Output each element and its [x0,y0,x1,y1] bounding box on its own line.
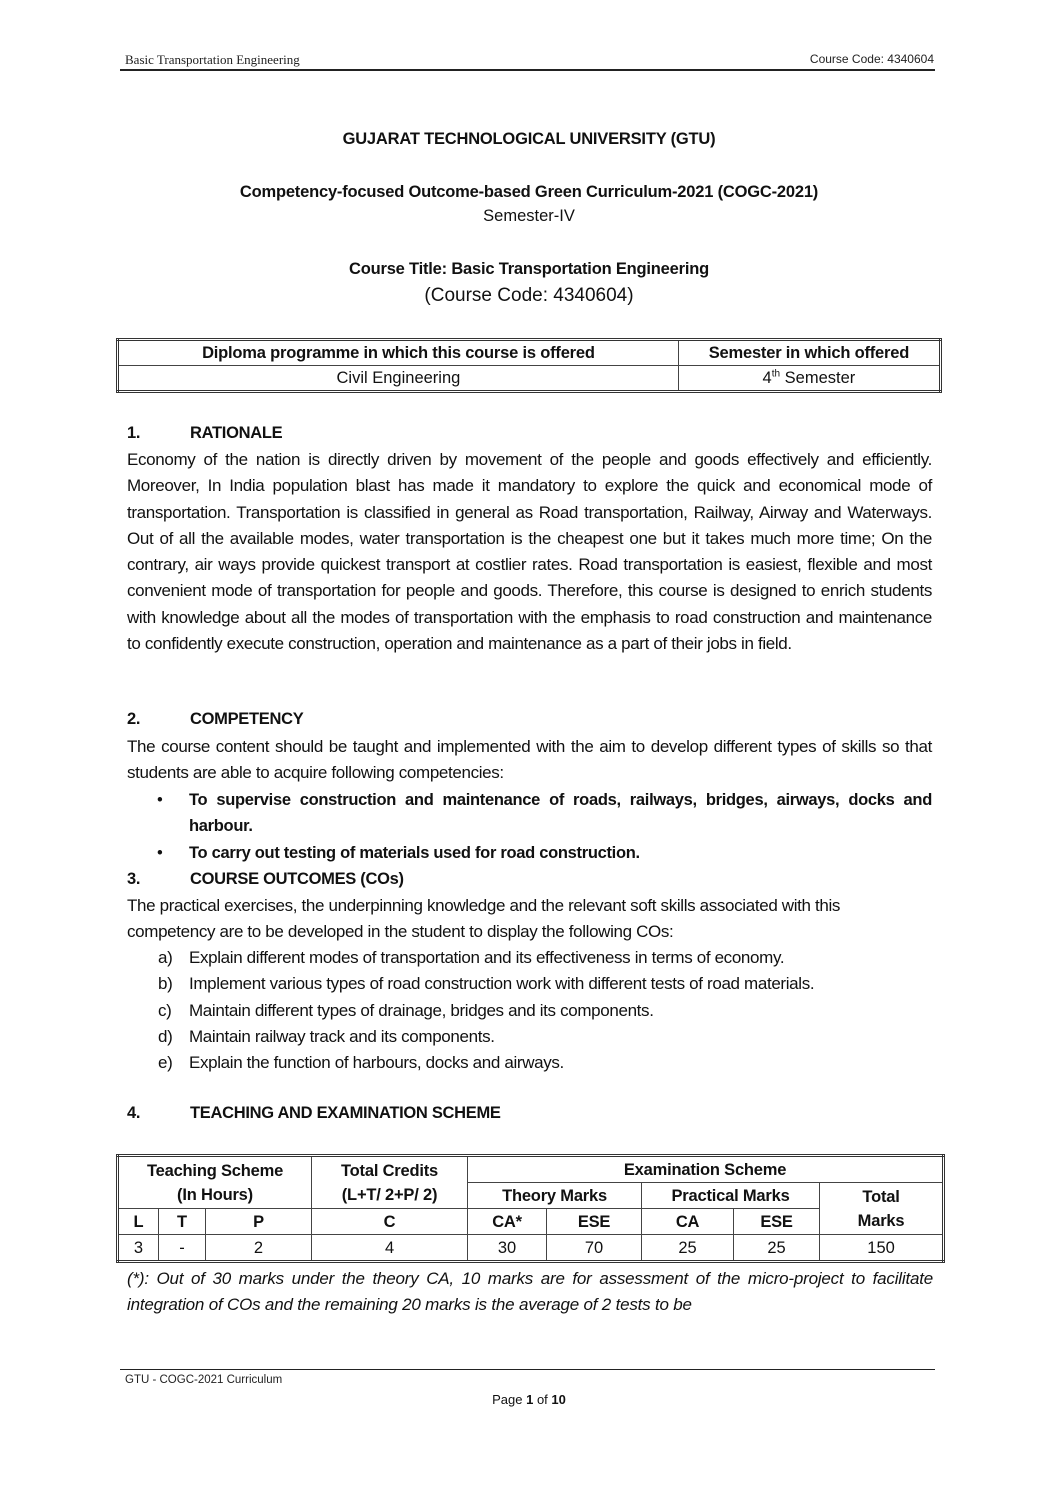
practical-ese-header: ESE [734,1209,820,1235]
semester-value [678,366,940,392]
practical-ese-value: 25 [734,1235,820,1262]
practical-ca-header: CA [642,1209,734,1235]
teaching-exam-scheme-table [116,1154,945,1263]
competency-list [155,787,932,866]
curriculum-name: Competency-focused Outcome-based Green Curriculum-2021 (COGC-2021) [239,183,819,201]
teaching-scheme-header: Teaching Scheme (In Hours) [118,1156,312,1209]
bullet-icon: • [157,791,163,809]
lecture-value: 3 [118,1235,159,1262]
total-marks-value: 150 [820,1235,944,1262]
lecture-header: L [118,1209,159,1235]
credits-header: C [312,1209,468,1235]
section-heading-course-outcomes [127,870,404,889]
programme-value: Civil Engineering [118,366,679,392]
tutorial-header: T [159,1209,206,1235]
semester-ordinal: th [771,368,781,379]
credits-value: 4 [312,1235,468,1262]
section-heading-competency [127,710,303,729]
list-item: • To supervise construction and maintenance of roads, railways, bridges, airways, docks and harbour. [155,787,932,840]
footer-divider [120,1369,935,1370]
section-number: 1. [127,424,141,442]
scheme-header-row-1 [118,1156,944,1183]
list-item: b) Implement various types of road construction work with different tests of road materials. [158,974,815,994]
section-title: TEACHING AND EXAMINATION SCHEME [190,1104,501,1122]
bullet-icon: • [157,843,163,862]
total-credits-header: Total Credits (L+T/ 2+P/ 2) [312,1156,468,1209]
practical-header: P [206,1209,312,1235]
section-title: COURSE OUTCOMES (COs) [190,870,404,888]
total-pages: 10 [551,1392,566,1407]
header-divider [120,69,935,71]
total-marks-header: Total Marks [820,1183,944,1235]
semester-number: 4 [762,368,772,387]
theory-ca-header: CA* [468,1209,547,1235]
running-header-course-code: Course Code: 4340604 [809,52,934,66]
practical-value: 2 [206,1235,312,1262]
assessment-note: (*): Out of 30 marks under the theory CA, 10 marks are for assessment of the micro-project to facilitate integration of COs and the remaining 20 marks is the average of 2 tests to be [127,1269,933,1315]
footer-curriculum-label: GTU - COGC-2021 Curriculum [125,1374,283,1386]
university-name: GUJARAT TECHNOLOGICAL UNIVERSITY (GTU) [342,130,716,148]
programme-table [116,338,942,393]
course-outcomes-list [155,945,932,1076]
course-title: Course Title: Basic Transportation Engineering [349,260,709,278]
running-header-title: Basic Transportation Engineering [125,52,300,67]
semester-label: Semester-IV [483,207,575,225]
list-item: • To carry out testing of materials used for road construction. [155,840,932,866]
rationale-paragraph: Economy of the nation is directly driven by movement of the people and goods effectively and efficiently. Moreover, In India population blast has made it mandatory to explore the quick and economical mode of transportation. Transportation is classified in general as Road transportation, Railway, Airway and Waterways. Out of all the available modes, water transportation is the cheapest one but it takes much more time; On the contrary, air ways provide quickest transport at costlier rates. Road transportation is easiest, flexible and most convenient mode of transportation for people and goods. Therefore, this course is designed to enrich students with knowledge about all the modes of transportation with the emphasis to road construction and maintenance to confidently execute construction, operation and maintenance as a part of their jobs in field. [127,450,932,654]
course-outcomes-paragraph: The practical exercises, the underpinning knowledge and the relevant soft skills associated with this competency are to be developed in the student to display the following COs: [127,896,841,942]
section-number: 4. [127,1104,141,1122]
theory-marks-header: Theory Marks [468,1183,642,1209]
section-title: RATIONALE [190,424,283,442]
course-code: (Course Code: 4340604) [424,285,634,306]
programme-table-row [118,366,941,392]
current-page: 1 [526,1392,534,1407]
semester-word: Semester [780,368,856,387]
tutorial-value: - [159,1235,206,1262]
section-heading-scheme [127,1104,501,1123]
programme-header: Diploma programme in which this course is offered [118,340,679,366]
section-heading-rationale [127,424,282,443]
page-number: Page 1 of 10 [492,1392,566,1407]
competency-paragraph: The course content should be taught and implemented with the aim to develop different types of skills so that students are able to acquire following competencies: [127,737,932,783]
programme-table-header-row [118,340,941,366]
list-item: e) Explain the function of harbours, docks and airways. [158,1053,564,1073]
section-number: 3. [127,870,141,888]
semester-header: Semester in which offered [678,340,940,366]
list-item: d) Maintain railway track and its components. [158,1026,495,1046]
examination-scheme-header: Examination Scheme [468,1156,944,1183]
practical-marks-header: Practical Marks [642,1183,820,1209]
theory-ese-value: 70 [547,1235,642,1262]
practical-ca-value: 25 [642,1235,734,1262]
table-row [118,1235,944,1262]
section-title: COMPETENCY [190,710,304,728]
list-item: a) Explain different modes of transportation and its effectiveness in terms of economy. [158,948,785,967]
theory-ca-value: 30 [468,1235,547,1262]
section-number: 2. [127,710,141,728]
theory-ese-header: ESE [547,1209,642,1235]
list-item: c) Maintain different types of drainage, bridges and its components. [158,1000,654,1020]
